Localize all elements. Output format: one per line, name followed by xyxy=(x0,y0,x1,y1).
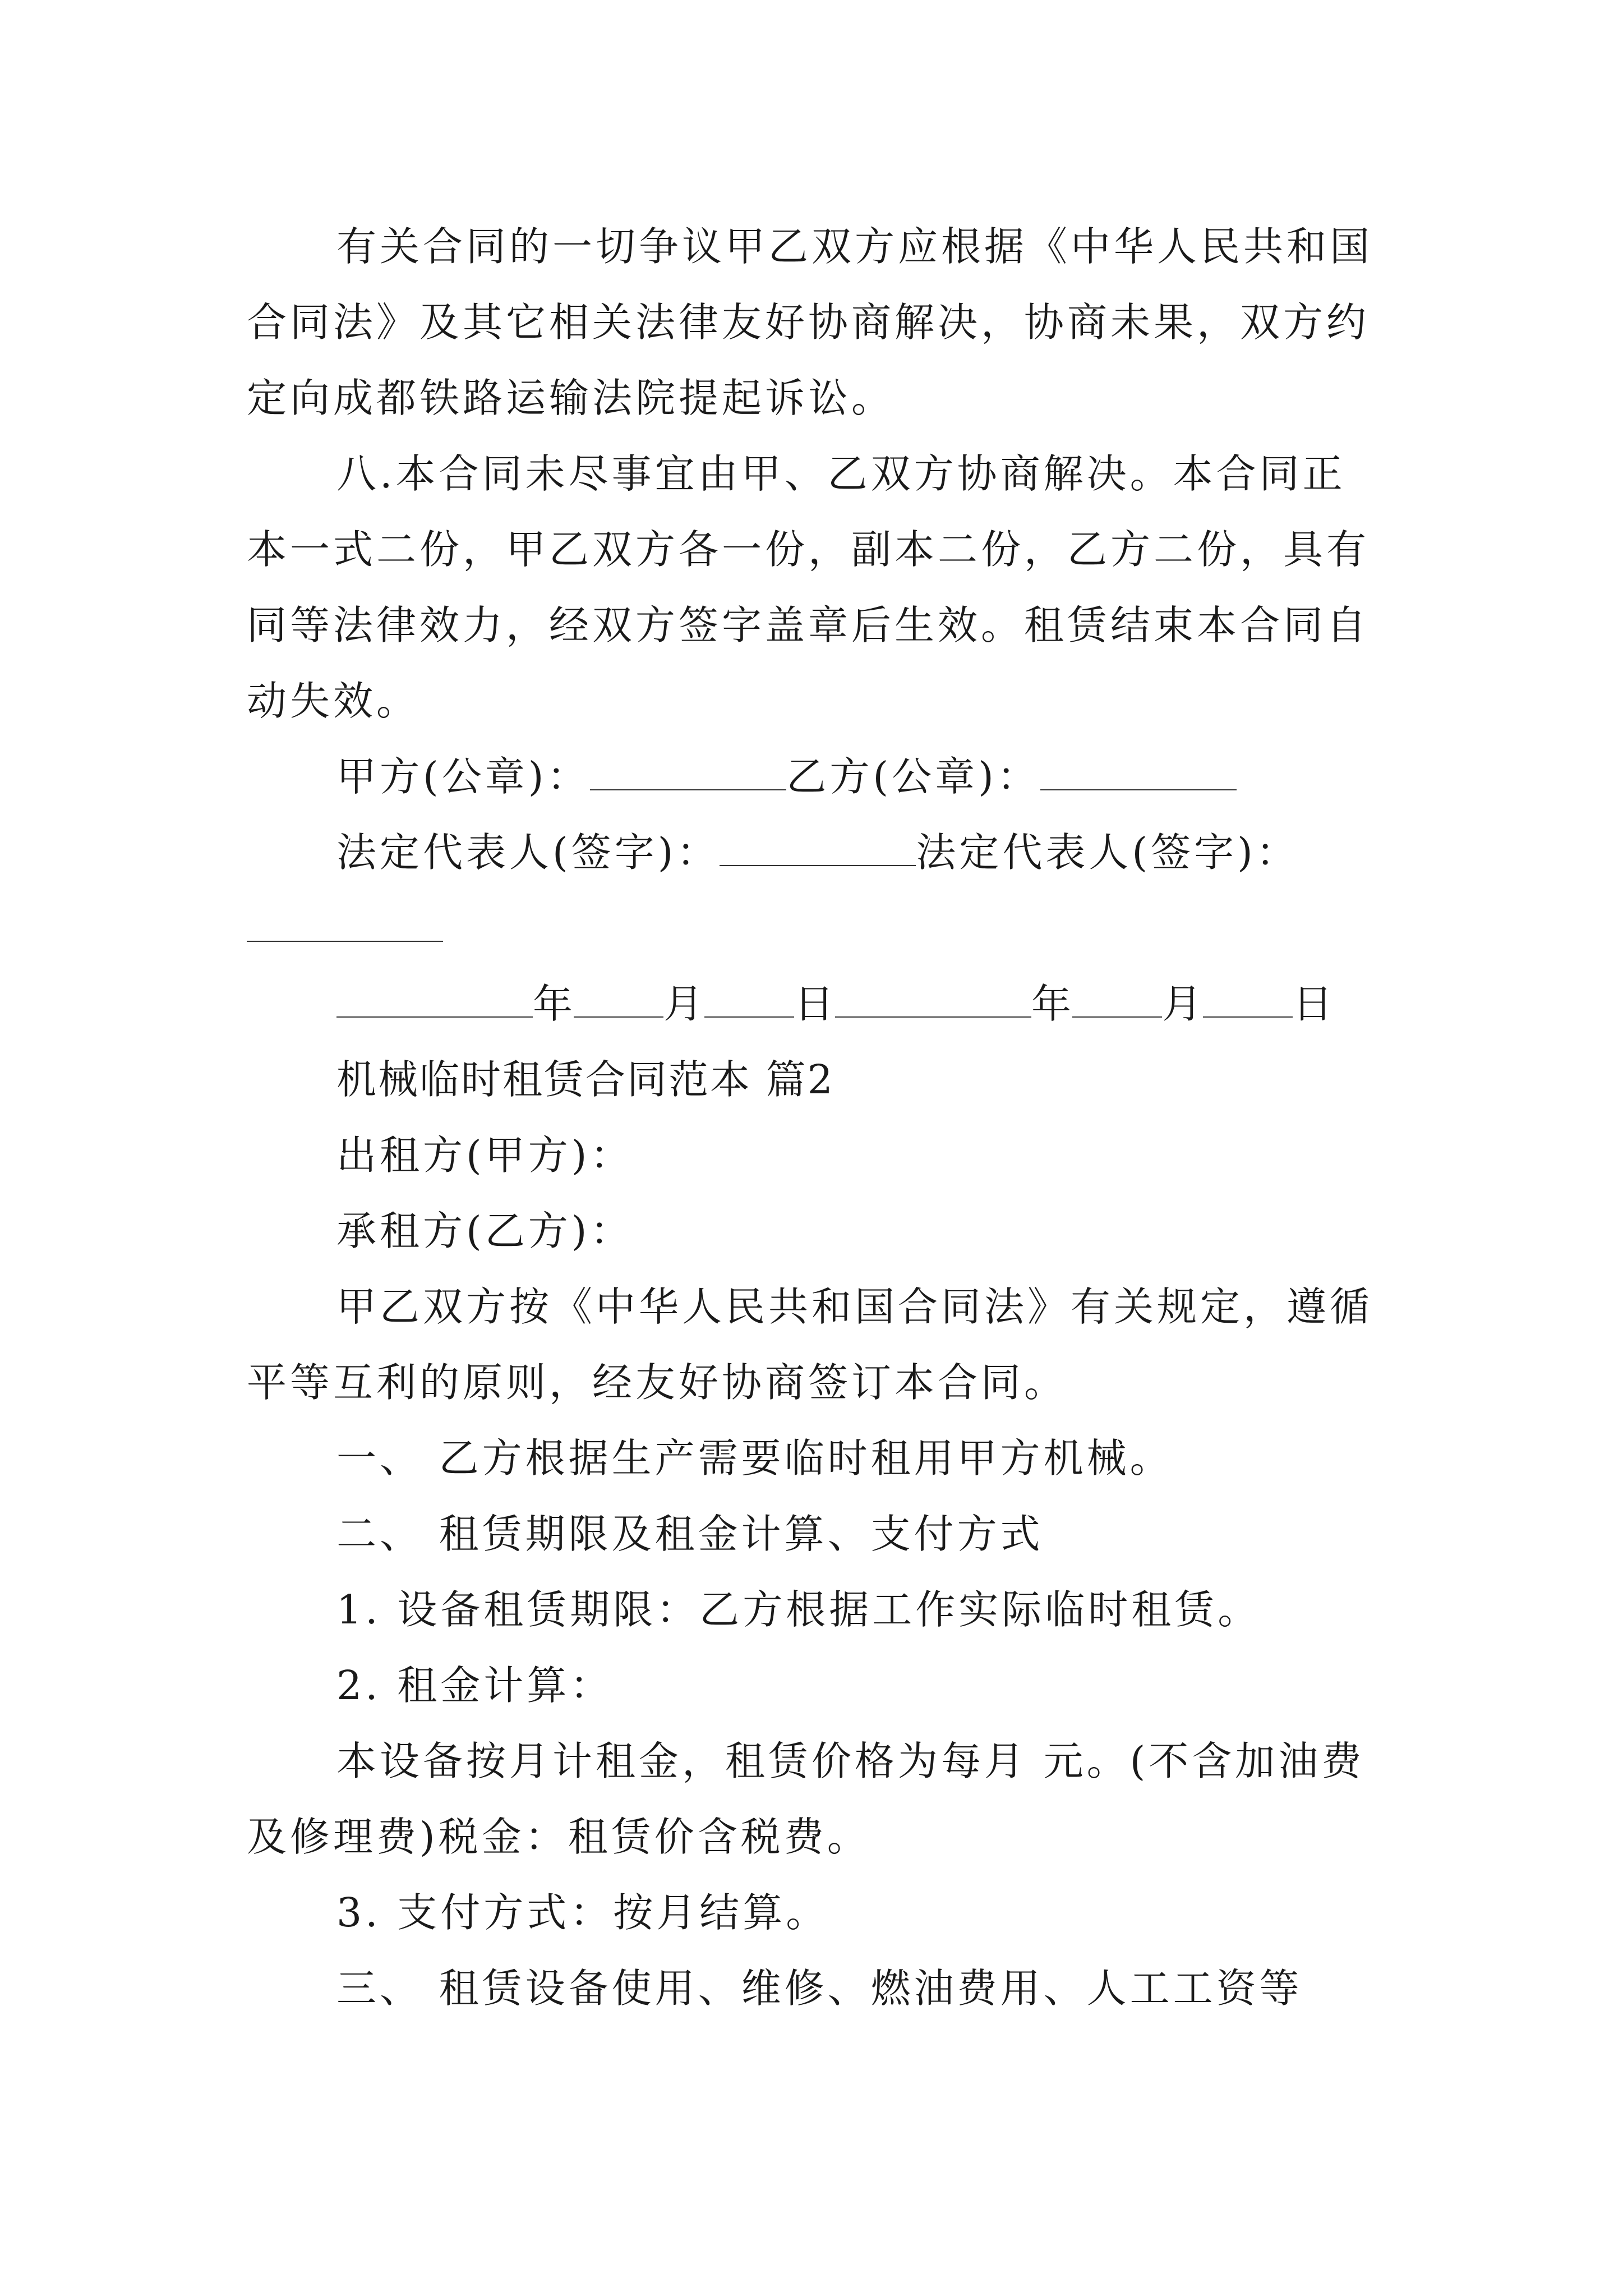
rep-a-blank xyxy=(720,829,916,866)
paragraph-line: 本一式二份，甲乙双方各一份，副本二份，乙方二份，具有 xyxy=(247,526,1370,573)
month-b-label: 月 xyxy=(1162,981,1204,1027)
year-a-blank xyxy=(336,981,533,1018)
intro-line: 平等互利的原则，经友好协商签订本合同。 xyxy=(247,1359,1068,1406)
party-a-seal-label: 甲方(公章)： xyxy=(336,753,591,800)
rep-b-blank xyxy=(247,905,443,942)
clause-2-3: 3. 支付方式：按月结算。 xyxy=(336,1889,829,1936)
year-a-label: 年 xyxy=(533,981,574,1027)
month-b-blank xyxy=(1072,981,1162,1018)
paragraph-line: 有关合同的一切争议甲乙双方应根据《中华人民共和国 xyxy=(336,223,1373,270)
intro-line: 甲乙双方按《中华人民共和国合同法》有关规定，遵循 xyxy=(336,1283,1373,1330)
rep-b-label: 法定代表人(签字)： xyxy=(916,829,1299,876)
clause-1: 一、 乙方根据生产需要临时租用甲方机械。 xyxy=(336,1435,1173,1481)
party-b-seal-blank xyxy=(1040,753,1237,790)
month-a-label: 月 xyxy=(663,981,705,1027)
day-a-label: 日 xyxy=(794,981,836,1027)
party-a-seal-blank xyxy=(590,753,786,790)
paragraph-line: 定向成都铁路运输法院提起诉讼。 xyxy=(247,375,895,421)
party-b-seal-label: 乙方(公章)： xyxy=(786,753,1040,800)
section-title: 机械临时租赁合同范本 篇2 xyxy=(336,1056,834,1103)
paragraph-line: 合同法》及其它相关法律友好协商解决，协商未果，双方约 xyxy=(247,299,1370,346)
year-b-blank xyxy=(835,981,1031,1018)
representative-line xyxy=(336,825,1299,881)
year-b-label: 年 xyxy=(1031,981,1073,1027)
paragraph-line: 同等法律效力，经双方签字盖章后生效。租赁结束本合同自 xyxy=(247,602,1370,648)
lessee-label: 承租方(乙方)： xyxy=(336,1208,634,1254)
paragraph-line: 八.本合同未尽事宜由甲、乙双方协商解决。本合同正 xyxy=(336,450,1346,497)
day-b-blank xyxy=(1203,981,1293,1018)
rent-line: 本设备按月计租金，租赁价格为每月 元。(不含加油费 xyxy=(336,1738,1365,1784)
clause-3: 三、 租赁设备使用、维修、燃油费用、人工工资等 xyxy=(336,1965,1303,2012)
day-a-blank xyxy=(704,981,794,1018)
rep-a-label: 法定代表人(签字)： xyxy=(336,829,720,876)
rep-b-blank-line xyxy=(247,900,443,956)
day-b-label: 日 xyxy=(1293,981,1334,1027)
paragraph-line: 动失效。 xyxy=(247,678,420,724)
date-line xyxy=(336,976,1334,1032)
clause-2-2: 2. 租金计算： xyxy=(336,1662,614,1709)
rent-line: 及修理费)税金：租赁价含税费。 xyxy=(247,1814,870,1860)
seal-line xyxy=(336,749,1237,805)
lessor-label: 出租方(甲方)： xyxy=(336,1132,634,1179)
month-a-blank xyxy=(574,981,663,1018)
clause-2: 二、 租赁期限及租金计算、支付方式 xyxy=(336,1511,1044,1557)
clause-2-1: 1. 设备租赁期限：乙方根据工作实际临时租赁。 xyxy=(336,1586,1261,1633)
